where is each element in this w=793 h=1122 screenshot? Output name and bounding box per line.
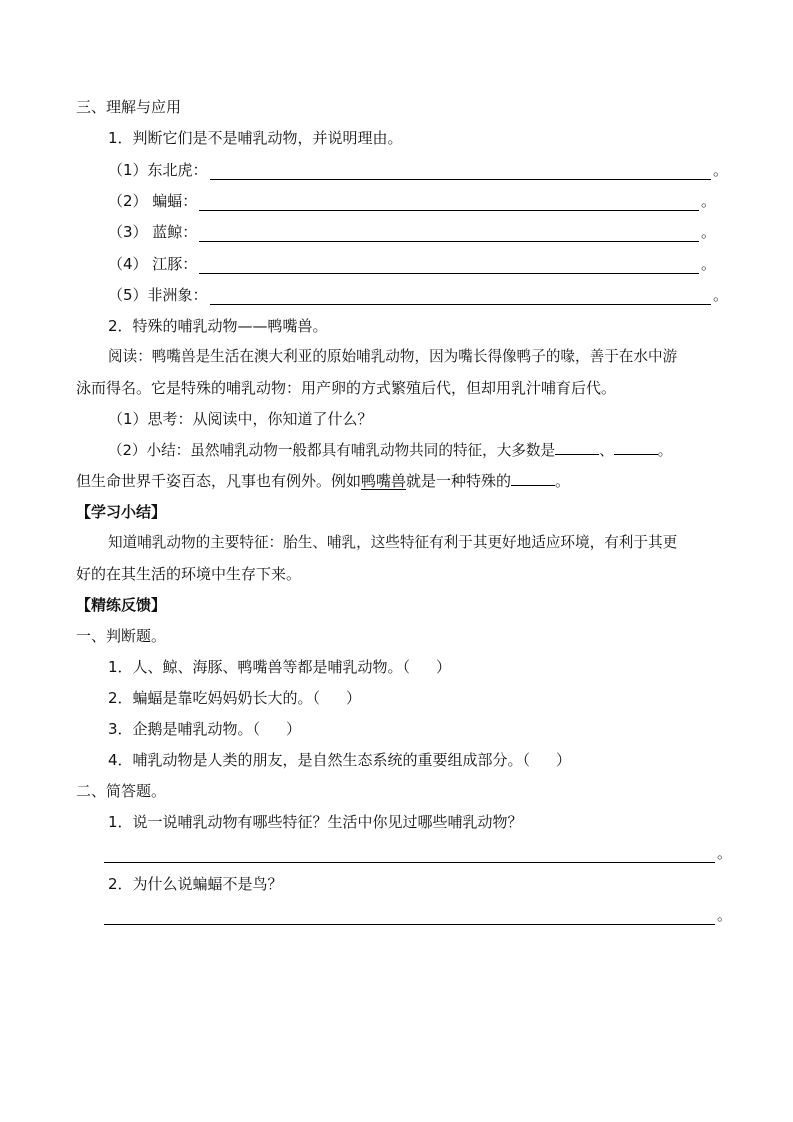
question-2: 2．特殊的哺乳动物——鸭嘴兽。 bbox=[108, 317, 328, 335]
period: 。 bbox=[700, 255, 716, 273]
animal-row-1 bbox=[108, 160, 728, 180]
animal-row-5 bbox=[108, 285, 728, 305]
reading-line-1: 阅读：鸭嘴兽是生活在澳大利亚的原始哺乳动物，因为嘴长得像鸭子的喙，善于在水中游 bbox=[108, 348, 678, 365]
period: 。 bbox=[700, 223, 716, 241]
answer-line[interactable] bbox=[104, 908, 715, 925]
answer-blank[interactable] bbox=[199, 225, 699, 242]
answer-blank[interactable] bbox=[199, 257, 699, 274]
fill-blank-2[interactable] bbox=[614, 440, 658, 455]
answer-blank[interactable] bbox=[199, 194, 699, 211]
think-question: （1）思考：从阅读中，你知道了什么？ bbox=[108, 410, 373, 428]
answer-line[interactable] bbox=[104, 846, 715, 863]
separator: 、 bbox=[599, 442, 614, 459]
animal-label: （4） 江豚： bbox=[108, 255, 198, 273]
judge-section-title: 一、判断题。 bbox=[76, 627, 167, 645]
animal-row-3 bbox=[108, 222, 716, 242]
study-summary-line-2: 好的在其生活的环境中生存下来。 bbox=[76, 565, 302, 583]
answer-blank[interactable] bbox=[210, 163, 711, 180]
animal-row-2 bbox=[108, 191, 716, 211]
answer-blank[interactable] bbox=[210, 288, 711, 305]
judge-text: 3．企鹅是哺乳动物。（ bbox=[108, 720, 261, 738]
judge-item-2 bbox=[108, 688, 361, 708]
judge-item-4 bbox=[108, 750, 571, 770]
summary-line-2 bbox=[76, 471, 570, 491]
period: 。 bbox=[555, 472, 571, 490]
summary-text: 就是一种特殊的 bbox=[406, 472, 512, 490]
section3-title: 三、理解与应用 bbox=[76, 98, 182, 116]
close-paren: ） bbox=[346, 689, 362, 707]
animal-label: （1）东北虎： bbox=[108, 161, 208, 179]
period: 。 bbox=[716, 906, 732, 924]
study-summary-title: 【学习小结】 bbox=[76, 503, 167, 521]
animal-label: （5）非洲象： bbox=[108, 286, 208, 304]
period: 。 bbox=[700, 192, 716, 210]
short-question-1: 1．说一说哺乳动物有哪些特征？生活中你见过哪些哺乳动物？ bbox=[108, 813, 523, 831]
judge-text: 1．人、鲸、海豚、鸭嘴兽等都是哺乳动物。（ bbox=[108, 658, 411, 676]
platypus-underlined: 鸭嘴兽 bbox=[361, 472, 407, 490]
reading-line-2: 泳而得名。它是特殊的哺乳动物：用产卵的方式繁殖后代，但却用乳汁哺育后代。 bbox=[76, 379, 617, 397]
study-summary-line-1: 知道哺乳动物的主要特征：胎生、哺乳，这些特征有利于其更好地适应环境，有利于其更 bbox=[108, 534, 678, 551]
short-answer-section-title: 二、简答题。 bbox=[76, 782, 167, 800]
animal-label: （2） 蝙蝠： bbox=[108, 192, 198, 210]
short-answer-row-2 bbox=[104, 905, 732, 925]
judge-text: 2．蝙蝠是靠吃妈妈奶长大的。（ bbox=[108, 689, 321, 707]
question-1: 1．判断它们是不是哺乳动物，并说明理由。 bbox=[108, 129, 403, 147]
close-paren: ） bbox=[436, 658, 452, 676]
close-paren: ） bbox=[286, 720, 302, 738]
judge-text: 4．哺乳动物是人类的朋友，是自然生态系统的重要组成部分。（ bbox=[108, 751, 531, 769]
animal-label: （3） 蓝鲸： bbox=[108, 223, 198, 241]
fill-blank-1[interactable] bbox=[555, 440, 599, 455]
judge-item-3 bbox=[108, 719, 301, 739]
practice-title: 【精练反馈】 bbox=[76, 596, 167, 614]
close-paren: ） bbox=[556, 751, 572, 769]
animal-row-4 bbox=[108, 254, 716, 274]
summary-line-1 bbox=[108, 440, 672, 461]
period: 。 bbox=[712, 161, 728, 179]
period: 。 bbox=[712, 286, 728, 304]
judge-item-1 bbox=[108, 657, 451, 677]
summary-text: （2）小结：虽然哺乳动物一般都具有哺乳动物共同的特征，大多数是 bbox=[108, 442, 556, 459]
period: 。 bbox=[716, 844, 732, 862]
fill-blank-3[interactable] bbox=[511, 471, 555, 486]
short-answer-row-1 bbox=[104, 843, 732, 863]
period: 。 bbox=[657, 442, 673, 459]
summary-text: 但生命世界千姿百态，凡事也有例外。例如 bbox=[76, 472, 362, 490]
short-question-2: 2．为什么说蝙蝠不是鸟？ bbox=[108, 875, 283, 893]
